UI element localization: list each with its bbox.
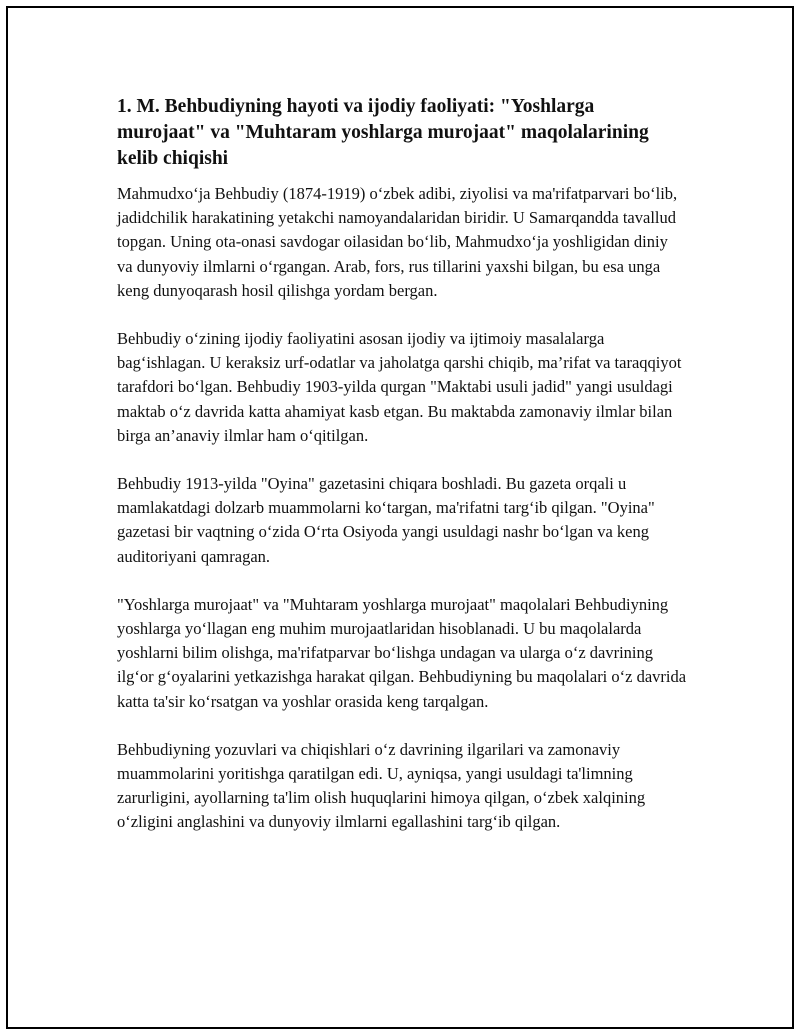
paragraph-oyina-newspaper: Behbudiy 1913-yilda "Oyina" gazetasini chiqara boshladi. Bu gazeta orqali u mamlakatdagi dolzarb muammolarni ko‘targan, ma'rifatni targ‘ib qilgan. "Oyina" gazetasi bir vaqtning o‘zida O‘rta Osiyoda yangi usuldagi nashr bo‘lgan va keng auditoriyani qamragan. xyxy=(117,474,655,566)
paragraph-youth-appeals: "Yoshlarga murojaat" va "Muhtaram yoshlarga murojaat" maqolalari Behbudiyning yoshlarga yo‘llagan eng muhim murojaatlaridan hisoblanadi. U bu maqolalarda yoshlarni bilim olishga, ma'rifatparvar bo‘lishga undagan va ularga o‘z davrining ilg‘or g‘oyalarini yetkazishga harakat qilgan. Behbudiyning bu maqolalari o‘z davrida katta ta'sir ko‘rsatgan va yoshlar orasida keng tarqalgan. xyxy=(117,594,687,711)
paragraph-creative-activity: Behbudiy o‘zining ijodiy faoliyatini asosan ijodiy va ijtimoiy masalalarga bag‘ishlagan. U keraksiz urf-odatlar va jaholatga qarshi chiqib, ma’rifat va taraqqiyot tarafdori bo‘lgan. Behbudiy 1903-yilda qurgan "Maktabi usuli jadid" yangi usuldagi maktab o‘z davrida katta ahamiyat kasb etgan. Bu maktabda zamonaviy ilmlar bilan birga an’anaviy ilmlar ham o‘qitilgan. xyxy=(117,329,682,445)
paragraph-legacy: Behbudiyning yozuvlari va chiqishlari o‘z davrining ilgarilari va zamonaviy muammolarini yoritishga qaratilgan edi. U, ayniqsa, yangi usuldagi ta'limning zarurligini, ayollarning ta'lim olish huquqlarini himoya qilgan, o‘zbek xalqining o‘zligini anglashini va dunyoviy ilmlarni egallashini targ‘ib qilgan. xyxy=(117,739,646,832)
document-body xyxy=(117,94,687,859)
paragraph-biography: Mahmudxo‘ja Behbudiy (1874-1919) o‘zbek adibi, ziyolisi va ma'rifatparvari bo‘lib, jadidchilik harakatining yetakchi namoyandalaridan biridir. U Samarqandda tavallud topgan. Uning ota-onasi savdogar oilasidan bo‘lib, Mahmudxo‘ja yoshligidan diniy va dunyoviy ilmlarni o‘rgangan. Arab, fors, rus tillarini yaxshi bilgan, bu esa unga keng dunyoqarash hosil qilishga yordam bergan. xyxy=(117,184,678,300)
section-heading: 1. M. Behbudiyning hayoti va ijodiy faoliyati: "Yoshlarga murojaat" va "Muhtaram yoshlarga murojaat" maqolalarining kelib chiqishi xyxy=(117,96,649,169)
